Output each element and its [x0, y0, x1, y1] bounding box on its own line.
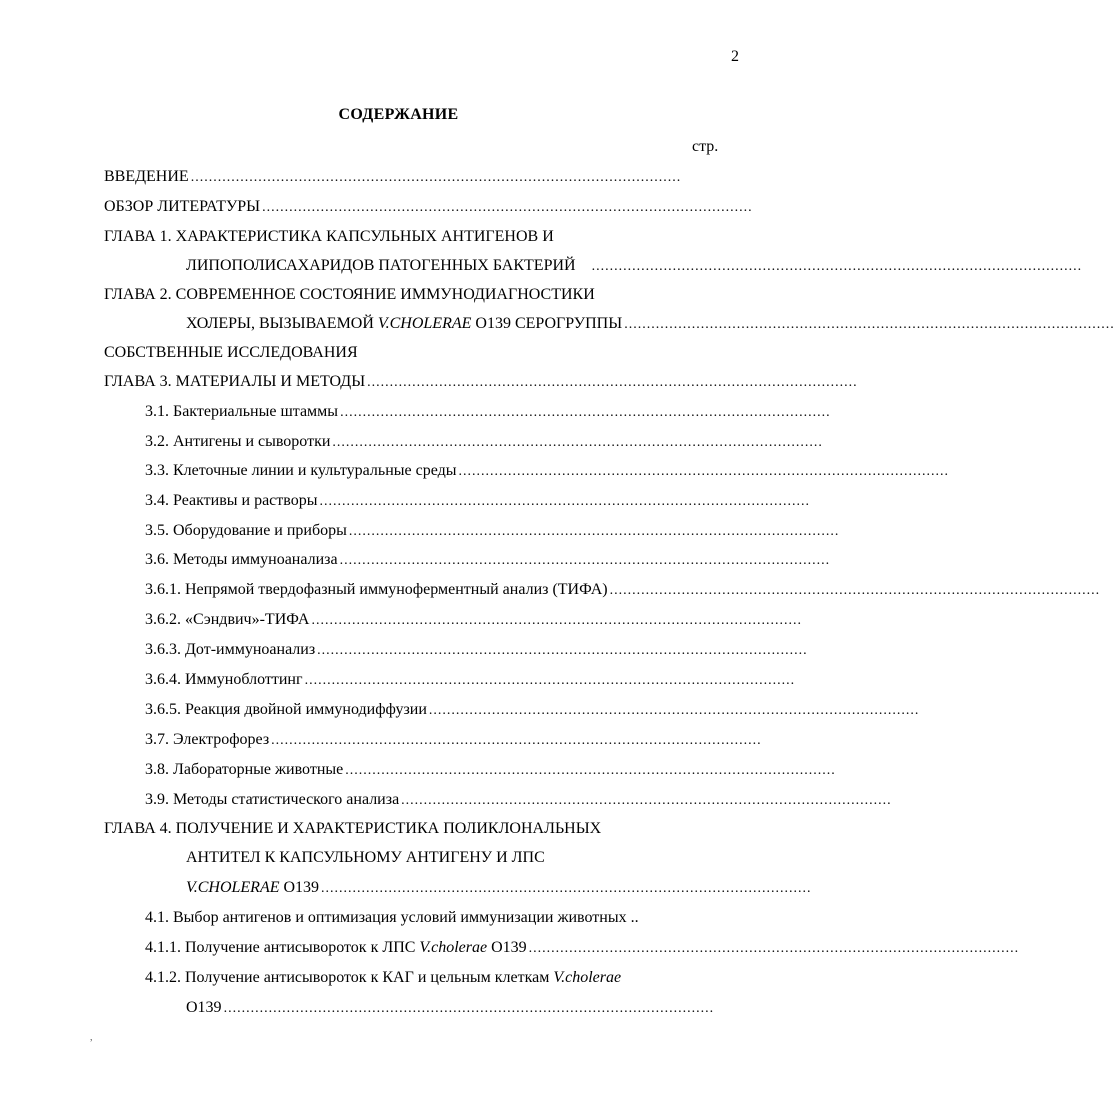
dot-leader: .............................................................................................................	[317, 643, 808, 658]
toc-entry-text: 3.2. Антигены и сыворотки	[145, 433, 331, 450]
toc-entry-text: 3.3. Клеточные линии и культуральные среды	[145, 462, 457, 479]
dot-leader: .............................................................................................................	[428, 703, 920, 718]
toc-entry-text: 3.5. Оборудование и приборы	[145, 522, 347, 539]
dot-leader: .............................................................................................................	[190, 170, 682, 185]
toc-entry-text: ХОЛЕРЫ, ВЫЗЫВАЕМОЙ V.CHOLERAE О139 СЕРОГРУППЫ	[186, 315, 623, 332]
toc-entry-text: ГЛАВА 3. МАТЕРИАЛЫ И МЕТОДЫ	[104, 373, 366, 390]
dot-leader: .............................................................................................................	[321, 881, 812, 896]
toc-entry-text: 3.6.1. Непрямой твердофазный иммуноферментный анализ (ТИФА)	[145, 581, 608, 598]
stray-mark: ,	[90, 1032, 93, 1043]
toc-entry-text: 3.9. Методы статистического анализа	[145, 791, 400, 808]
page-title: СОДЕРЖАНИЕ	[338, 106, 459, 123]
toc-entry-text: 3.1. Бактериальные штаммы	[145, 403, 339, 420]
toc-entry-text: 3.6.5. Реакция двойной иммунодиффузии	[145, 701, 427, 718]
toc-entry-text: 3.4. Реактивы и растворы	[145, 492, 318, 509]
dot-leader: .............................................................................................................	[367, 375, 858, 390]
dot-leader: .............................................................................................................	[319, 494, 810, 509]
dot-leader: .............................................................................................................	[401, 793, 892, 808]
dot-leader: .............................................................................................................	[271, 733, 762, 748]
page-number: 2	[731, 48, 739, 65]
toc-entry-text: 4.1.2. Получение антисывороток к КАГ и цельным клеткам V.cholerae	[145, 969, 622, 986]
page-column-label: стр.	[692, 138, 719, 155]
dot-leader: .............................................................................................................	[528, 941, 1020, 956]
dot-leader: .............................................................................................................	[345, 763, 836, 778]
dot-leader: .............................................................................................................	[458, 464, 949, 479]
toc-entry-text: 3.6. Методы иммуноанализа	[145, 551, 338, 568]
dot-leader: .............................................................................................................	[311, 613, 802, 628]
toc-entry-text: О139	[186, 999, 222, 1016]
dot-leader: .............................................................................................................	[609, 583, 1101, 598]
toc-entry-text: СОБСТВЕННЫЕ ИССЛЕДОВАНИЯ	[104, 344, 358, 361]
dot-leader: .............................................................................................................	[262, 200, 753, 215]
dot-leader: .............................................................................................................	[304, 673, 796, 688]
toc-entry-text: 3.6.4. Иммуноблоттинг	[145, 671, 303, 688]
toc-entry-text: V.CHOLERAE О139	[186, 879, 320, 896]
toc-entry-text: ВВЕДЕНИЕ	[104, 168, 189, 185]
dot-leader: .............................................................................................................	[340, 405, 831, 420]
toc-entry-text: 3.7. Электрофорез	[145, 731, 270, 748]
toc-entry-text: ОБЗОР ЛИТЕРАТУРЫ	[104, 198, 261, 215]
toc-entry-text: 3.6.3. Дот-иммуноанализ	[145, 641, 316, 658]
toc-entry-text: ЛИПОПОЛИСАХАРИДОВ ПАТОГЕННЫХ БАКТЕРИЙ	[186, 257, 576, 274]
toc-entry-text: ГЛАВА 4. ПОЛУЧЕНИЕ И ХАРАКТЕРИСТИКА ПОЛИКЛОНАЛЬНЫХ	[104, 820, 602, 837]
toc-entry-text: ГЛАВА 1. ХАРАКТЕРИСТИКА КАПСУЛЬНЫХ АНТИГЕНОВ И	[104, 228, 554, 245]
dot-leader: .............................................................................................................	[591, 259, 1083, 274]
toc-entry-text: ГЛАВА 2. СОВРЕМЕННОЕ СОСТОЯНИЕ ИММУНОДИАГНОСТИКИ	[104, 286, 595, 303]
toc-entry-text: АНТИТЕЛ К КАПСУЛЬНОМУ АНТИГЕНУ И ЛПС	[186, 849, 545, 866]
dot-leader: .............................................................................................................	[624, 317, 1115, 332]
dot-leader: .............................................................................................................	[223, 1001, 715, 1016]
dot-leader: .............................................................................................................	[339, 553, 831, 568]
toc-entry-text: 4.1.1. Получение антисывороток к ЛПС V.cholerae О139	[145, 939, 527, 956]
dot-leader: .............................................................................................................	[332, 435, 823, 450]
toc-entry-text: 4.1. Выбор антигенов и оптимизация условий иммунизации животных ..	[145, 909, 639, 926]
dot-leader: .............................................................................................................	[348, 524, 840, 539]
toc-entry-text: 3.6.2. «Сэндвич»-ТИФА	[145, 611, 310, 628]
toc-entry-text: 3.8. Лабораторные животные	[145, 761, 344, 778]
